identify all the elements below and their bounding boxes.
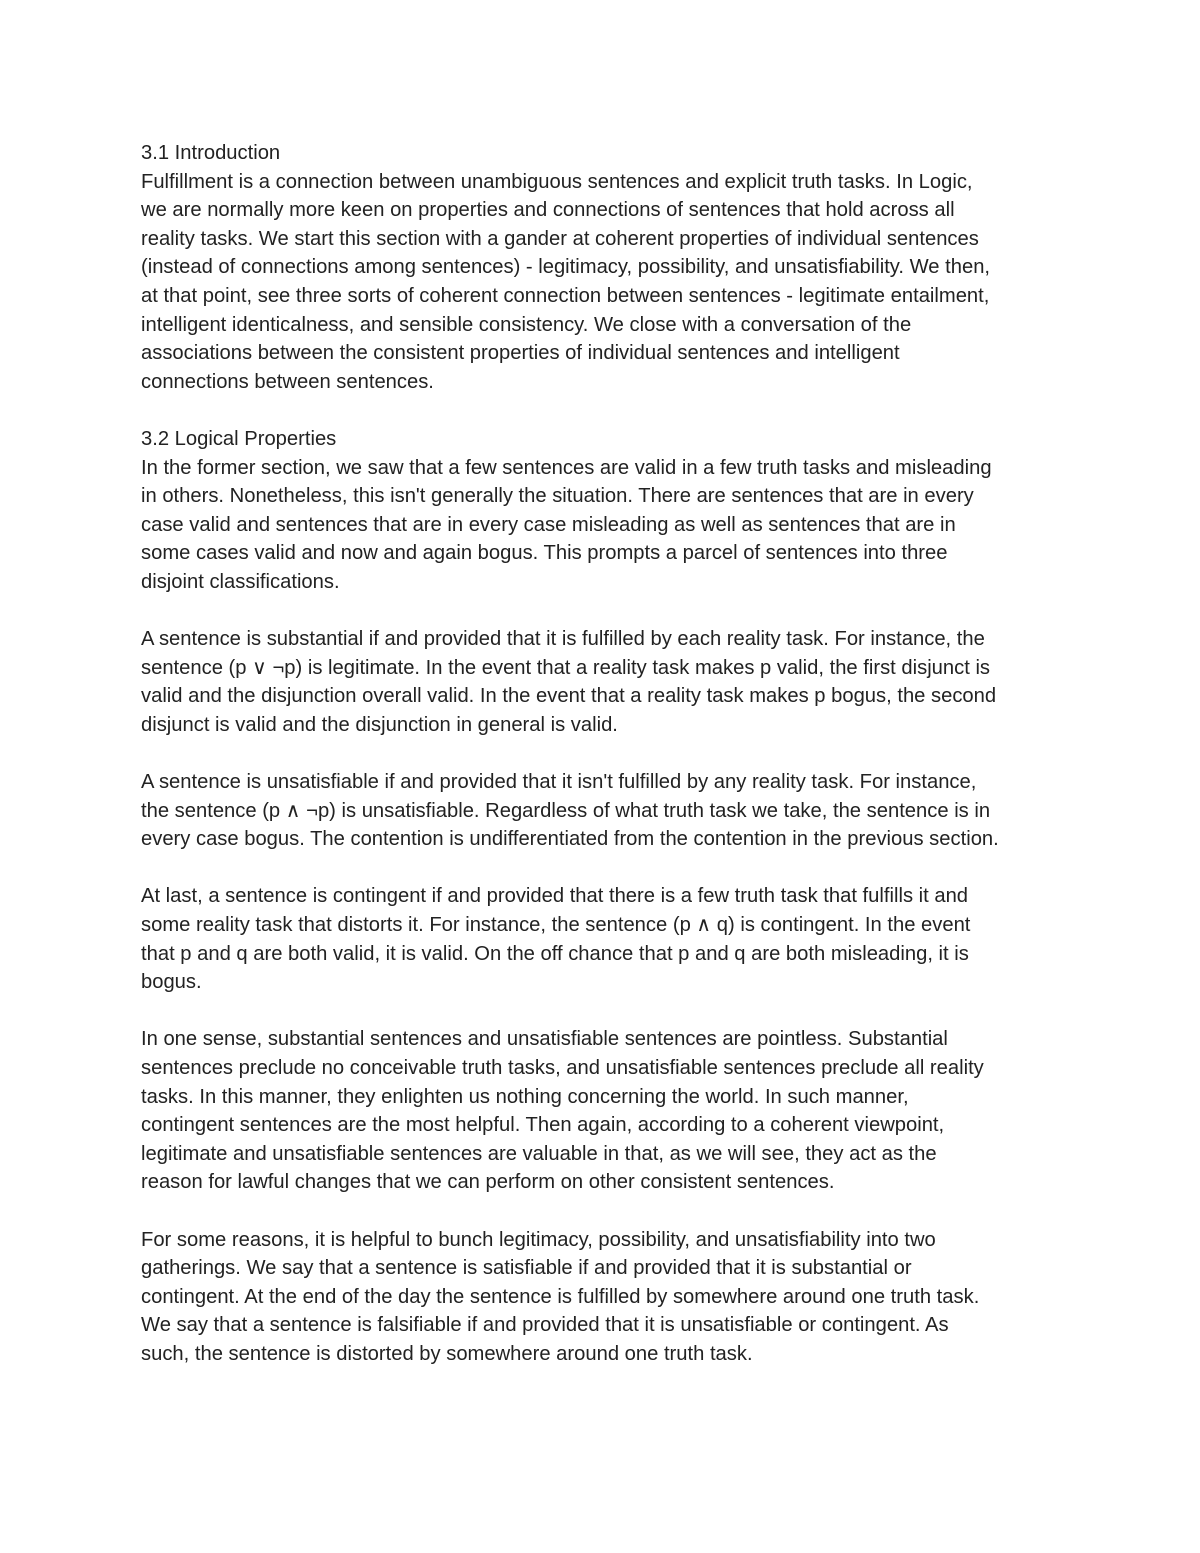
text-line: (instead of connections among sentences) - legitimacy, possibility, and unsatisfiability. We then, xyxy=(141,256,991,279)
paragraph xyxy=(141,625,1071,739)
text-line: Fulfillment is a connection between unambiguous sentences and explicit truth tasks. In Logic, xyxy=(141,170,973,193)
text-line: at that point, see three sorts of coherent connection between sentences - legitimate entailment, xyxy=(141,284,990,307)
paragraph xyxy=(141,168,1071,397)
text-line: disjoint classifications. xyxy=(141,570,340,593)
text-line: legitimate and unsatisfiable sentences are valuable in that, as we will see, they act as the xyxy=(141,1142,937,1165)
text-line: some reality task that distorts it. For instance, the sentence (p ∧ q) is contingent. In the event xyxy=(141,914,971,937)
section-heading: 3.1 Introduction xyxy=(141,142,281,164)
text-line: every case bogus. The contention is undifferentiated from the contention in the previous section. xyxy=(141,828,999,851)
text-line: In the former section, we saw that a few sentences are valid in a few truth tasks and misleading xyxy=(141,456,992,479)
paragraph xyxy=(141,768,1071,854)
text-line: A sentence is unsatisfiable if and provided that it isn't fulfilled by any reality task. For instance, xyxy=(141,771,977,794)
text-line: We say that a sentence is falsifiable if and provided that it is unsatisfiable or contingent. As xyxy=(141,1314,949,1337)
blank-line xyxy=(141,396,1071,425)
blank-line xyxy=(141,739,1071,768)
blank-line xyxy=(141,854,1071,883)
text-line: that p and q are both valid, it is valid. On the off chance that p and q are both misleading, it is xyxy=(141,942,969,965)
text-line: in others. Nonetheless, this isn't generally the situation. There are sentences that are in every xyxy=(141,485,974,508)
text-line: valid and the disjunction overall valid. In the event that a reality task makes p bogus, the second xyxy=(141,685,997,708)
text-line: For some reasons, it is helpful to bunch legitimacy, possibility, and unsatisfiability into two xyxy=(141,1228,936,1251)
blank-line xyxy=(141,597,1071,626)
text-line: we are normally more keen on properties and connections of sentences that hold across all xyxy=(141,199,955,222)
text-line: the sentence (p ∧ ¬p) is unsatisfiable. Regardless of what truth task we take, the sentence is in xyxy=(141,799,991,822)
paragraph xyxy=(141,454,1071,597)
paragraph xyxy=(141,1226,1071,1369)
section-introduction xyxy=(141,139,1071,396)
text-line: some cases valid and now and again bogus. This prompts a parcel of sentences into three xyxy=(141,542,948,565)
text-line: In one sense, substantial sentences and unsatisfiable sentences are pointless. Substantial xyxy=(141,1028,948,1051)
text-line: reason for lawful changes that we can perform on other consistent sentences. xyxy=(141,1171,835,1194)
text-line: A sentence is substantial if and provided that it is fulfilled by each reality task. For instance, the xyxy=(141,628,985,651)
blank-line xyxy=(141,1197,1071,1226)
text-line: bogus. xyxy=(141,971,202,994)
paragraph xyxy=(141,1025,1071,1197)
text-line: associations between the consistent properties of individual sentences and intelligent xyxy=(141,342,900,365)
text-line: sentence (p ∨ ¬p) is legitimate. In the event that a reality task makes p valid, the first disjunct is xyxy=(141,656,991,679)
section-heading: 3.2 Logical Properties xyxy=(141,427,337,450)
text-line: intelligent identicalness, and sensible consistency. We close with a conversation of the xyxy=(141,313,912,336)
text-line: disjunct is valid and the disjunction in general is valid. xyxy=(141,713,618,736)
section-logical-properties xyxy=(141,425,1071,1369)
text-line: contingent. At the end of the day the sentence is fulfilled by somewhere around one truth task. xyxy=(141,1285,980,1308)
document-page xyxy=(141,139,1071,1369)
text-line: gatherings. We say that a sentence is satisfiable if and provided that it is substantial or xyxy=(141,1257,912,1280)
text-line: connections between sentences. xyxy=(141,370,434,393)
text-line: case valid and sentences that are in every case misleading as well as sentences that are in xyxy=(141,513,956,536)
paragraph xyxy=(141,882,1071,996)
text-line: such, the sentence is distorted by somewhere around one truth task. xyxy=(141,1342,753,1365)
text-line: tasks. In this manner, they enlighten us nothing concerning the world. In such manner, xyxy=(141,1085,909,1108)
text-line: sentences preclude no conceivable truth tasks, and unsatisfiable sentences preclude all reality xyxy=(141,1057,984,1079)
text-line: At last, a sentence is contingent if and provided that there is a few truth task that fulfills it and xyxy=(141,885,969,908)
blank-line xyxy=(141,997,1071,1026)
text-line: contingent sentences are the most helpful. Then again, according to a coherent viewpoint, xyxy=(141,1114,945,1137)
text-line: reality tasks. We start this section with a gander at coherent properties of individual sentences xyxy=(141,227,979,250)
